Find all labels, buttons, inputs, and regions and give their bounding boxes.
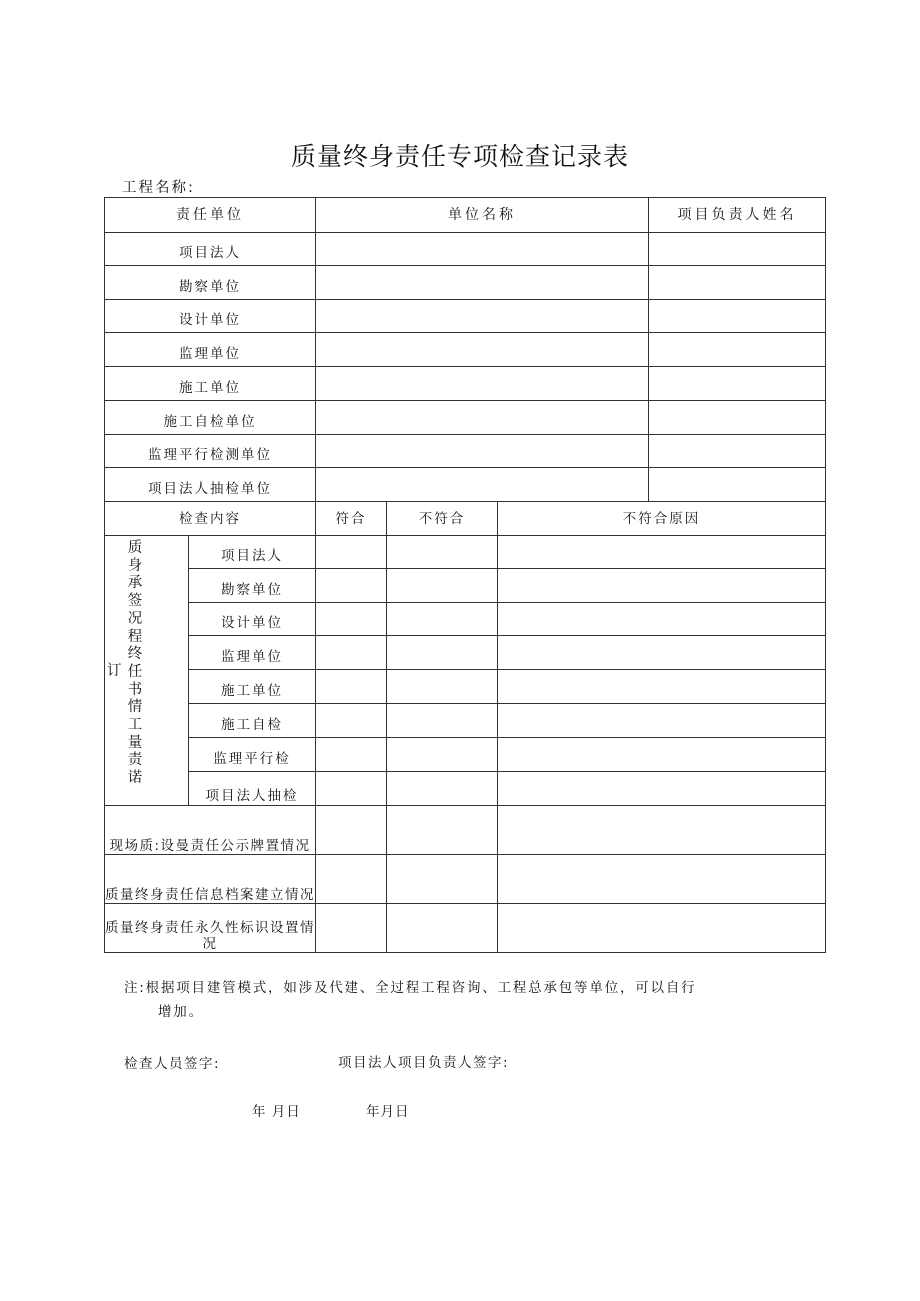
commitment-item: 施工自检 xyxy=(189,704,316,738)
check-header-row xyxy=(105,502,826,536)
not-conform-field[interactable] xyxy=(387,670,498,704)
extra-item-row xyxy=(105,904,826,953)
commitment-row xyxy=(105,536,826,569)
conform-field[interactable] xyxy=(316,855,387,904)
unit-name-field[interactable] xyxy=(316,300,649,333)
conform-field[interactable] xyxy=(316,569,387,603)
commitment-row xyxy=(105,772,826,806)
not-conform-field[interactable] xyxy=(387,636,498,670)
conform-header: 符合 xyxy=(316,502,387,536)
page-title: 质量终身责任专项检查记录表 xyxy=(290,142,629,171)
unit-row xyxy=(105,468,826,502)
commitment-item: 设计单位 xyxy=(189,603,316,636)
unit-label: 监理平行检测单位 xyxy=(105,435,316,468)
reason-field[interactable] xyxy=(498,603,826,636)
conform-field[interactable] xyxy=(316,704,387,738)
unit-label: 勘察单位 xyxy=(105,266,316,300)
person-name-field[interactable] xyxy=(649,233,826,266)
unit-row xyxy=(105,435,826,468)
unit-row xyxy=(105,300,826,333)
unit-label: 设计单位 xyxy=(105,300,316,333)
not-conform-field[interactable] xyxy=(387,772,498,806)
note xyxy=(124,976,724,1024)
reason-field[interactable] xyxy=(498,806,826,855)
extra-item-row xyxy=(105,806,826,855)
legal-person-signature-label: 项目法人项目负责人签字: xyxy=(338,1055,510,1071)
unit-row xyxy=(105,367,826,401)
extra-item-label: 质量终身责任信息档案建立情况 xyxy=(105,855,316,904)
unit-label: 施工单位 xyxy=(105,367,316,401)
unit-name-field[interactable] xyxy=(316,435,649,468)
person-name-field[interactable] xyxy=(649,435,826,468)
commitment-item: 项目法人 xyxy=(189,536,316,569)
commitment-row xyxy=(105,704,826,738)
commitment-row xyxy=(105,569,826,603)
reason-field[interactable] xyxy=(498,738,826,772)
conform-field[interactable] xyxy=(316,636,387,670)
inspector-signature-label: 检查人员签字: xyxy=(124,1056,221,1072)
conform-field[interactable] xyxy=(316,772,387,806)
commitment-item: 施工单位 xyxy=(189,670,316,704)
not-conform-field[interactable] xyxy=(387,569,498,603)
legal-person-date: 年月日 xyxy=(366,1104,410,1120)
reason-field[interactable] xyxy=(498,772,826,806)
not-conform-field[interactable] xyxy=(387,704,498,738)
person-name-field[interactable] xyxy=(649,333,826,367)
commitment-item: 监理单位 xyxy=(189,636,316,670)
commitment-item: 勘察单位 xyxy=(189,569,316,603)
extra-item-label: 现场质:设曼责任公示牌置情况 xyxy=(105,806,316,855)
commitment-row xyxy=(105,603,826,636)
header-row xyxy=(105,198,826,233)
conform-field[interactable] xyxy=(316,670,387,704)
commitment-vertical-text: 质身承签况程终任书情工量责诺 xyxy=(127,540,143,787)
unit-label: 项目法人 xyxy=(105,233,316,266)
reason-field[interactable] xyxy=(498,704,826,738)
reason-field[interactable] xyxy=(498,855,826,904)
unit-label: 项目法人抽检单位 xyxy=(105,468,316,502)
extra-item-label: 质量终身责任永久性标识设置情况 xyxy=(105,904,316,953)
not-conform-field[interactable] xyxy=(387,855,498,904)
not-conform-field[interactable] xyxy=(387,806,498,855)
conform-field[interactable] xyxy=(316,738,387,772)
reason-field[interactable] xyxy=(498,536,826,569)
check-content-header: 检查内容 xyxy=(105,502,316,536)
conform-field[interactable] xyxy=(316,603,387,636)
unit-label: 施工自检单位 xyxy=(105,401,316,435)
not-conform-field[interactable] xyxy=(387,904,498,953)
person-name-field[interactable] xyxy=(649,468,826,502)
header-person-in-charge: 项目负责人姓名 xyxy=(649,198,826,233)
conform-field[interactable] xyxy=(316,806,387,855)
unit-name-field[interactable] xyxy=(316,266,649,300)
unit-name-field[interactable] xyxy=(316,333,649,367)
person-name-field[interactable] xyxy=(649,401,826,435)
commitment-item: 项目法人抽检 xyxy=(189,772,316,806)
unit-row xyxy=(105,401,826,435)
header-unit-name: 单位名称 xyxy=(316,198,649,233)
inspection-table xyxy=(104,197,826,953)
note-line-1: 注:根据项目建管模式，如涉及代建、全过程工程咨询、工程总承包等单位，可以自行 xyxy=(124,980,697,996)
unit-name-field[interactable] xyxy=(316,468,649,502)
not-conform-header: 不符合 xyxy=(387,502,498,536)
person-name-field[interactable] xyxy=(649,300,826,333)
inspector-date: 年 月日 xyxy=(252,1104,301,1120)
commitment-group-label xyxy=(105,536,189,806)
not-conform-field[interactable] xyxy=(387,738,498,772)
unit-name-field[interactable] xyxy=(316,233,649,266)
unit-name-field[interactable] xyxy=(316,401,649,435)
reason-field[interactable] xyxy=(498,569,826,603)
reason-field[interactable] xyxy=(498,670,826,704)
note-line-2: 增加。 xyxy=(158,1004,204,1020)
reason-header: 不符合原因 xyxy=(498,502,826,536)
conform-field[interactable] xyxy=(316,904,387,953)
unit-row xyxy=(105,333,826,367)
person-name-field[interactable] xyxy=(649,367,826,401)
not-conform-field[interactable] xyxy=(387,603,498,636)
reason-field[interactable] xyxy=(498,636,826,670)
person-name-field[interactable] xyxy=(649,266,826,300)
commitment-row xyxy=(105,636,826,670)
unit-row xyxy=(105,266,826,300)
unit-name-field[interactable] xyxy=(316,367,649,401)
commitment-item: 监理平行检 xyxy=(189,738,316,772)
reason-field[interactable] xyxy=(498,904,826,953)
project-name-label: 工程名称: xyxy=(122,180,195,196)
commitment-row xyxy=(105,670,826,704)
inspection-form xyxy=(104,197,825,951)
unit-label: 监理单位 xyxy=(105,333,316,367)
commitment-row xyxy=(105,738,826,772)
commitment-side-char: 订 xyxy=(107,663,124,679)
extra-item-row xyxy=(105,855,826,904)
unit-row xyxy=(105,233,826,266)
not-conform-field[interactable] xyxy=(387,536,498,569)
conform-field[interactable] xyxy=(316,536,387,569)
header-unit-type: 责任单位 xyxy=(105,198,316,233)
